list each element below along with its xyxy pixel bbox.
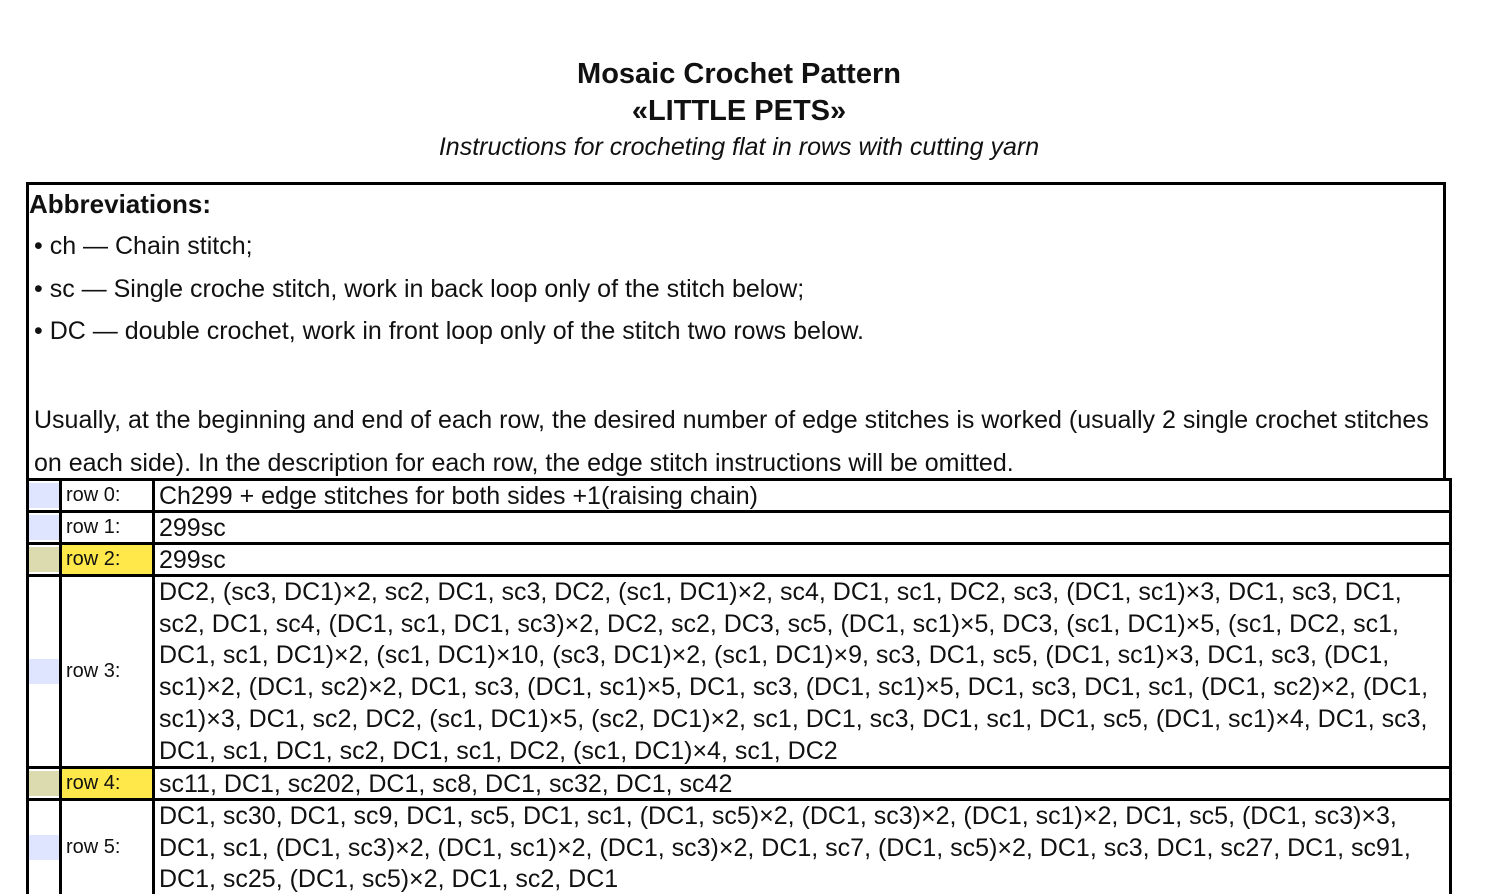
row-color-cell: [29, 801, 62, 894]
row-label: row 2:: [62, 545, 155, 574]
row-2: [26, 542, 1452, 574]
row-color-cell: [29, 769, 62, 798]
color-swatch: [29, 659, 59, 684]
abbreviations-box: [26, 182, 1446, 478]
row-color-cell: [29, 513, 62, 542]
row-instructions: DC2, (sc3, DC1)×2, sc2, DC1, sc3, DC2, (sc1, DC1)×2, sc4, DC1, sc1, DC2, sc3, (DC1, sc1)×3, DC1, sc3, DC1, sc2, DC1, sc4, (DC1, sc1, DC1, sc3)×2, DC2, sc2, DC3, sc5, (DC1, sc1)×5, DC3, (sc1, DC1)×5, (sc1, DC2, sc1, DC1, sc1, DC1)×2, (sc1, DC1)×10, (sc3, DC1)×2, (sc1, DC1)×9, sc3, DC1, sc5, (DC1, sc1)×3, DC1, sc3, (DC1, sc1)×2, (DC1, sc2)×2, DC1, sc3, (DC1, sc1)×5, DC1, sc3, (DC1, sc1)×5, DC1, sc3, DC1, sc1, (DC1, sc2)×2, (DC1, sc1)×3, DC1, sc2, DC2, (sc1, DC1)×5, (sc2, DC1)×2, sc1, DC1, sc3, DC1, sc1, DC1, sc5, (DC1, sc1)×4, DC1, sc3, DC1, sc1, DC1, sc2, DC1, sc1, DC2, (sc1, DC1)×4, sc1, DC2: [159, 578, 1429, 765]
row-instructions: DC1, sc30, DC1, sc9, DC1, sc5, DC1, sc1, (DC1, sc5)×2, (DC1, sc3)×2, (DC1, sc1)×2, DC1, sc5, (DC1, sc3)×3, DC1, sc1, (DC1, sc3)×2, (DC1, sc1)×2, (DC1, sc3)×2, DC1, sc7, (DC1, sc5)×2, DC1, sc3, DC1, sc27, DC1, sc91, DC1, sc25, (DC1, sc5)×2, DC1, sc2, DC1: [159, 802, 1411, 894]
row-label: row 4:: [62, 769, 155, 798]
row-label: row 3:: [62, 577, 155, 766]
row-instructions: Ch299 + edge stitches for both sides +1(raising chain): [159, 482, 758, 510]
row-instructions-table: [26, 478, 1452, 894]
color-swatch: [29, 547, 59, 572]
row-1: [26, 510, 1452, 542]
row-3: [26, 574, 1452, 766]
row-label: row 1:: [62, 513, 155, 542]
row-4: [26, 766, 1452, 798]
abbreviation-sc: • sc — Single croche stitch, work in back loop only of the stitch below;: [34, 275, 805, 303]
row-label: row 5:: [62, 801, 155, 894]
row-0: [26, 478, 1452, 510]
row-5: [26, 798, 1452, 894]
pattern-name: «LITTLE PETS»: [631, 95, 847, 127]
color-swatch: [29, 483, 59, 508]
row-instructions: sc11, DC1, sc202, DC1, sc8, DC1, sc32, DC1, sc42: [159, 770, 733, 798]
row-color-cell: [29, 577, 62, 766]
document-header: [0, 56, 1478, 164]
color-swatch: [29, 515, 59, 540]
pattern-tagline: Instructions for crocheting flat in rows with cutting yarn: [438, 133, 1040, 161]
abbreviation-dc: • DC — double crochet, work in front loop only of the stitch two rows below.: [34, 317, 864, 345]
abbreviation-ch: • ch — Chain stitch;: [34, 232, 253, 260]
row-instructions: 299sc: [159, 514, 226, 542]
row-instructions: 299sc: [159, 546, 226, 574]
pattern-title: Mosaic Crochet Pattern: [577, 58, 901, 90]
color-swatch: [29, 835, 59, 860]
row-label: row 0:: [62, 481, 155, 510]
row-color-cell: [29, 545, 62, 574]
row-color-cell: [29, 481, 62, 510]
abbreviations-heading: Abbreviations:: [29, 189, 212, 219]
color-swatch: [29, 771, 59, 796]
edge-stitch-note: Usually, at the beginning and end of each row, the desired number of edge stitches is worked (usually 2 single crochet stitches on each side). In the description for each row, the edge stitch instructions will be omitted.: [34, 406, 1429, 477]
